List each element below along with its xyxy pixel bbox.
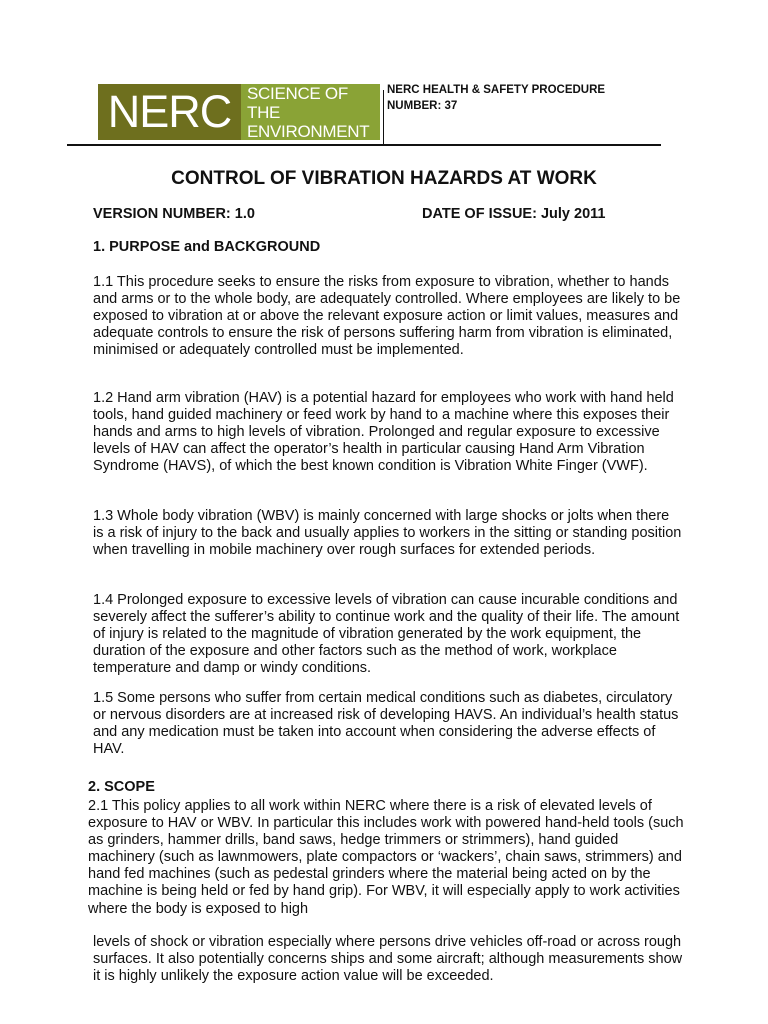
paragraph-1-2: 1.2 Hand arm vibration (HAV) is a potential hazard for employees who work with hand held tools, hand guided machinery or feed work by hand to a machine where this exposes their hands and arms to high levels of vibration. Prolonged and regular exposure to excessive levels of HAV can affect the operator’s health in particular causing Hand Arm Vibration Syndrome (HAVS), of which the best known condition is Vibration White Finger (VWF).: [93, 390, 674, 475]
document-title: CONTROL OF VIBRATION HAZARDS AT WORK: [171, 168, 597, 189]
procedure-line1: NERC HEALTH & SAFETY PROCEDURE: [387, 84, 606, 96]
procedure-number: [387, 82, 605, 114]
paragraph-2-1-continued: levels of shock or vibration especially where persons drive vehicles off-road or across rough surfaces. It also potentially concerns ships and some aircraft; although measurements show it is highly unlikely the exposure action value will be exceeded.: [93, 934, 683, 985]
paragraph-1-3: 1.3 Whole body vibration (WBV) is mainly concerned with large shocks or jolts when there is a risk of injury to the back and usually applies to workers in the sitting or standing position when travelling in mobile machinery over rough surfaces for extended periods.: [93, 508, 682, 559]
procedure-line2: NUMBER: 37: [387, 100, 458, 112]
paragraph-1-4: 1.4 Prolonged exposure to excessive levels of vibration can cause incurable conditions and severely affect the sufferer’s ability to continue work and the quality of their life. The amount of injury is related to the magnitude of vibration generated by the work equipment, the duration of the exposure and other factors such as the method of work, workplace temperature and damp or windy conditions.: [93, 592, 680, 677]
paragraph-1-5: 1.5 Some persons who suffer from certain medical conditions such as diabetes, circulatory or nervous disorders are at increased risk of developing HAVS. An individual’s health status and any medication must be taken into account when considering the adverse effects of HAV.: [93, 690, 679, 758]
procedure-divider: [383, 90, 384, 145]
date-of-issue: DATE OF ISSUE: July 2011: [422, 206, 606, 222]
logo-tagline-line2: ENVIRONMENT: [247, 121, 370, 141]
version-number: VERSION NUMBER: 1.0: [93, 206, 255, 222]
logo-tagline: [241, 84, 380, 140]
nerc-logo: [98, 84, 380, 140]
section2-heading: 2. SCOPE: [88, 779, 155, 795]
logo-wordmark: NERC: [98, 84, 241, 140]
logo-tagline-line1: SCIENCE OF THE: [247, 83, 348, 122]
section1-heading: 1. PURPOSE and BACKGROUND: [93, 239, 321, 255]
header-divider: [67, 144, 661, 146]
paragraph-1-1: 1.1 This procedure seeks to ensure the risks from exposure to vibration, whether to hands and arms or to the whole body, are adequately controlled. Where employees are likely to be exposed to vibration at or above the relevant exposure action or limit values, measures and adequate controls to ensure the risk of persons suffering harm from vibration is eliminated, minimised or adequately controlled must be implemented.: [93, 274, 681, 359]
paragraph-2-1: 2.1 This policy applies to all work within NERC where there is a risk of elevated levels of exposure to HAV or WBV. In particular this includes work with powered hand-held tools (such as grinders, hammer drills, band saws, hedge trimmers or strimmers), hand guided machinery (such as lawnmowers, plate compactors or ‘wackers’, chain saws, strimmers) and hand fed machines (such as pedestal grinders where the material being acted on by the machine is being held or fed by hand grip). For WBV, it will especially apply to work activities where the body is exposed to high: [88, 798, 684, 917]
